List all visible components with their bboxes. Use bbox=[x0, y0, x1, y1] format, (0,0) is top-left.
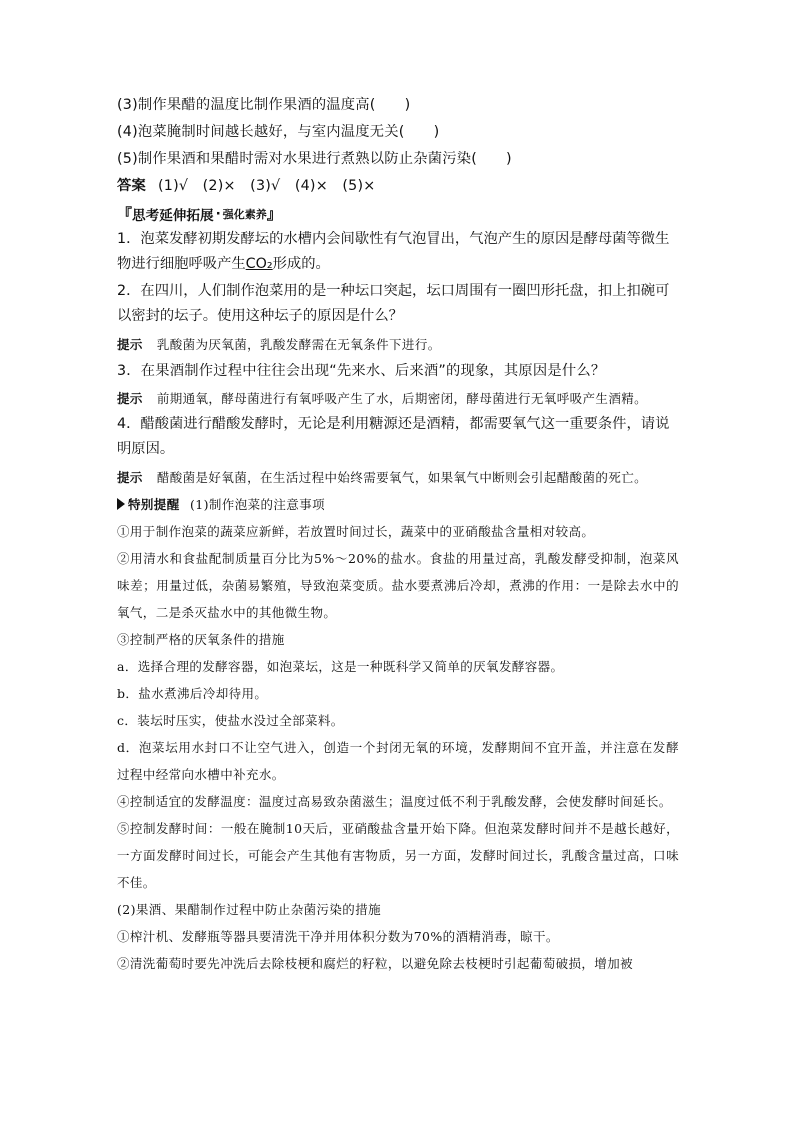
answer-label: 答案 bbox=[117, 178, 146, 194]
judgment-5: (5)制作果酒和果醋时需对水果进行煮熟以防止杂菌污染( ) bbox=[117, 151, 512, 167]
hint-label: 提示 bbox=[117, 337, 143, 352]
answer-text: (1)√ (2)× (3)√ (4)× (5)× bbox=[158, 178, 376, 194]
section-dot: · bbox=[215, 206, 221, 222]
note-item: b．盐水煮沸后冷却待用。 bbox=[117, 686, 268, 701]
question-1 bbox=[117, 227, 679, 277]
answer-2 bbox=[117, 331, 679, 358]
hint-label: 提示 bbox=[117, 391, 143, 406]
judgment-4: (4)泡菜腌制时间越长越好，与室内温度无关( ) bbox=[117, 124, 440, 140]
note-item: ①用于制作泡菜的蔬菜应新鲜，若放置时间过长，蔬菜中的亚硝酸盐含量相对较高。 bbox=[117, 524, 595, 539]
note-item: ②清洗葡萄时要先冲洗后去除枝梗和腐烂的籽粒，以避免除去枝梗时引起葡萄破损，增加被 bbox=[117, 956, 634, 971]
document-page bbox=[117, 92, 679, 977]
note-label: 特别提醒 bbox=[128, 497, 180, 512]
question-3: 3．在果酒制作过程中往往会出现“先来水、后来酒”的现象，其原因是什么？ bbox=[117, 363, 606, 379]
answer-4 bbox=[117, 464, 679, 491]
answer-2-text: 乳酸菌为厌氧菌，乳酸发酵需在无氧条件下进行。 bbox=[156, 337, 441, 352]
section-header bbox=[117, 204, 282, 224]
note-marker-icon bbox=[117, 498, 125, 510]
note-item: a．选择合理的发酵容器，如泡菜坛，这是一种既科学又简单的厌氧发酵容器。 bbox=[117, 659, 564, 674]
note-item: ①榨汁机、发酵瓶等器具要清洗干净并用体积分数为70%的酒精消毒，晾干。 bbox=[117, 929, 559, 944]
answer-line bbox=[117, 173, 679, 200]
judgment-3: (3)制作果醋的温度比制作果酒的温度高( ) bbox=[117, 97, 411, 113]
note-header bbox=[117, 491, 679, 518]
note-item: ②用清水和食盐配制质量百分比为5%～20%的盐水。食盐的用量过高，乳酸发酵受抑制，泡菜风味差；用量过低，杂菌易繁殖，导致泡菜变质。盐水要煮沸后冷却，煮沸的作用：一是除去水中的氧气，二是杀灭盐水中的其他微生物。 bbox=[117, 551, 679, 620]
question-2: 2．在四川，人们制作泡菜用的是一种坛口突起，坛口周围有一圈凹形托盘，扣上扣碗可以密封的坛子。使用这种坛子的原因是什么？ bbox=[117, 283, 670, 324]
note-item: c．装坛时压实，使盐水没过全部菜料。 bbox=[117, 713, 344, 728]
answer-3 bbox=[117, 385, 679, 412]
answer-3-text: 前期通氧，酵母菌进行有氧呼吸产生了水，后期密闭，酵母菌进行无氧呼吸产生酒精。 bbox=[156, 391, 648, 406]
question-1-underlined: CO₂ bbox=[245, 256, 273, 272]
hint-label: 提示 bbox=[117, 470, 143, 485]
section-title: 思考延伸拓展 bbox=[132, 208, 214, 224]
note-item: (2)果酒、果醋制作过程中防止杂菌污染的措施 bbox=[117, 902, 382, 917]
question-1-tail: 形成的。 bbox=[272, 256, 330, 272]
note-item: d．泡菜坛用水封口不让空气进入，创造一个封闭无氧的环境，发酵期间不宜开盖，并注意在发酵过程中经常向水槽中补充水。 bbox=[117, 740, 679, 782]
note-item: ③控制严格的厌氧条件的措施 bbox=[117, 632, 285, 647]
note-item: ⑤控制发酵时间：一般在腌制10天后，亚硝酸盐含量开始下降。但泡菜发酵时间并不是越长越好，一方面发酵时间过长，可能会产生其他有害物质，另一方面，发酵时间过长，乳酸含量过高，口味不佳。 bbox=[117, 821, 679, 890]
question-1-text: 1．泡菜发酵初期发酵坛的水槽内会间歇性有气泡冒出，气泡产生的原因是酵母菌等微生物进行细胞呼吸产生 bbox=[117, 231, 670, 272]
question-4: 4．醋酸菌进行醋酸发酵时，无论是利用糖源还是酒精，都需要氧气这一重要条件，请说明原因。 bbox=[117, 416, 670, 457]
section-subtitle: 强化素养 bbox=[222, 208, 267, 221]
section-bracket-right: 』 bbox=[266, 205, 282, 223]
note-item: ④控制适宜的发酵温度：温度过高易致杂菌滋生；温度过低不利于乳酸发酵，会使发酵时间延长。 bbox=[117, 794, 672, 809]
answer-4-text: 醋酸菌是好氧菌，在生活过程中始终需要氧气，如果氧气中断则会引起醋酸菌的死亡。 bbox=[156, 470, 648, 485]
section-bracket-left: 『 bbox=[117, 205, 133, 223]
note-title: (1)制作泡菜的注意事项 bbox=[189, 497, 325, 512]
